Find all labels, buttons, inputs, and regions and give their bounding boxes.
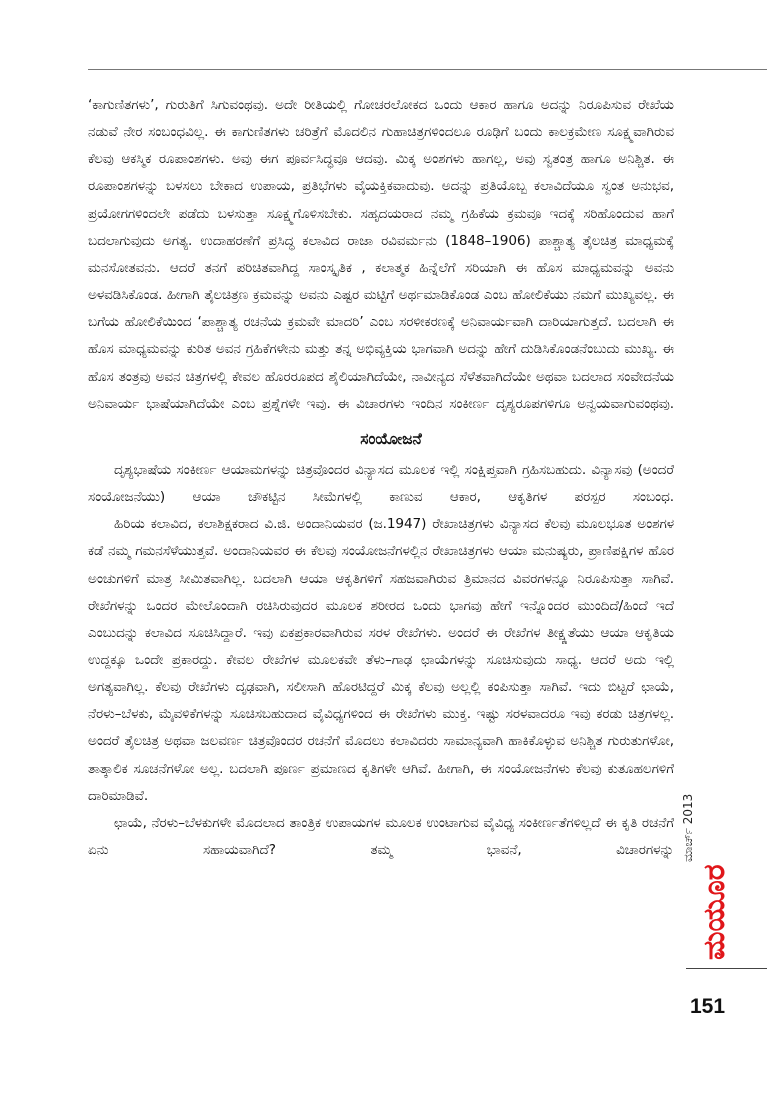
footer-rule bbox=[686, 968, 767, 969]
paragraph-composition-1: ದೃಶ್ಯಭಾಷೆಯ ಸಂಕೀರ್ಣ ಆಯಾಮಗಳನ್ನು ಚಿತ್ರವೊಂದರ ವಿನ್ಯಾಸದ ಮೂಲಕ ಇಲ್ಲಿ ಸಂಕ್ಷಿಪ್ತವಾಗಿ ಗ್ರಹಿಸಬಹುದು. ವಿನ್ಯಾಸವು (ಅಂದರೆ ಸಂಯೋಜನೆಯು) ಆಯಾ ಚೌಕಟ್ಟಿನ ಸೀಮೆಗಳಲ್ಲಿ ಕಾಣುವ ಆಕಾರ, ಆಕೃತಿಗಳ ಪರಸ್ಪರ ಸಂಬಂಧ. bbox=[88, 461, 674, 506]
magazine-logo: ಮಯೂರ bbox=[697, 864, 732, 960]
section-heading: ಸಂಯೋಜನೆ bbox=[360, 429, 422, 448]
article-body bbox=[88, 92, 674, 864]
paragraph-intro: ‘ಕಾಗುಣಿತಗಳು’, ಗುರುತಿಗೆ ಸಿಗುವಂಥವು. ಅದೇ ರೀತಿಯಲ್ಲಿ ಗೋಚರಲೋಕದ ಒಂದು ಆಕಾರ ಹಾಗೂ ಅದನ್ನು ನಿರೂಪಿಸುವ ರೇಖೆಯ ನಡುವೆ ನೇರ ಸಂಬಂಧವಿಲ್ಲ. ಈ ಕಾಗುಣಿತಗಳು ಚರಿತ್ರೆಗೆ ಮೊದಲಿನ ಗುಹಾಚಿತ್ರಗಳಿಂದಲೂ ರೂಢಿಗೆ ಬಂದು ಕಾಲಕ್ರಮೇಣ ಸೂಕ್ಷ್ಮವಾಗಿರುವ ಕೆಲವು ಆಕಸ್ಮಿಕ ರೂಪಾಂಶಗಳು. ಅವು ಈಗ ಪೂರ್ವಸಿದ್ಧವೂ ಆದವು. ಮಿಕ್ಕ ಅಂಶಗಳು ಹಾಗಲ್ಲ, ಅವು ಸ್ವತಂತ್ರ ಹಾಗೂ ಅನಿಶ್ಚಿತ. ಈ ರೂಪಾಂಶಗಳನ್ನು ಬಳಸಲು ಬೇಕಾದ ಉಪಾಯ, ಪ್ರತಿಭೆಗಳು ವೈಯಕ್ತಿಕವಾದುವು. ಅದನ್ನು ಪ್ರತಿಯೊಬ್ಬ ಕಲಾವಿದೆಯೂ ಸ್ವಂತ ಅನುಭವ, ಪ್ರಯೋಗಗಳಿಂದಲೇ ಪಡೆದು ಬಳಸುತ್ತಾ ಸೂಕ್ಷ್ಮಗೊಳಿಸಬೇಕು. ಸಹೃದಯರಾದ ನಮ್ಮ ಗ್ರಹಿಕೆಯ ಕ್ರಮವೂ ಇದಕ್ಕೆ ಸರಿಹೊಂದುವ ಹಾಗೆ ಬದಲಾಗುವುದು ಅಗತ್ಯ. ಉದಾಹರಣೆಗೆ ಪ್ರಸಿದ್ಧ ಕಲಾವಿದ ರಾಜಾ ರವಿವರ್ಮನು (1848–1906) ಪಾಶ್ಚಾತ್ಯ ತೈಲಚಿತ್ರ ಮಾಧ್ಯಮಕ್ಕೆ ಮನಸೋತವನು. ಆದರೆ ತನಗೆ ಪರಿಚಿತವಾಗಿದ್ದ ಸಾಂಸ್ಕೃತಿಕ , ಕಲಾತ್ಮಕ ಹಿನ್ನೆಲೆಗೆ ಸರಿಯಾಗಿ ಈ ಹೊಸ ಮಾಧ್ಯಮವನ್ನು ಅವನು ಅಳವಡಿಸಿಕೊಂಡ. ಹೀಗಾಗಿ ತೈಲಚಿತ್ರಣ ಕ್ರಮವನ್ನು ಅವನು ಎಷ್ಟರ ಮಟ್ಟಿಗೆ ಅರ್ಥಮಾಡಿಕೊಂಡ ಎಂಬ ಹೋಲಿಕೆಯು ನಮಗೆ ಮುಖ್ಯವಲ್ಲ. ಈ ಬಗೆಯ ಹೋಲಿಕೆಯಿಂದ ‘ಪಾಶ್ಚಾತ್ಯ ರಚನೆಯ ಕ್ರಮವೇ ಮಾದರಿ’ ಎಂಬ ಸರಳೀಕರಣಕ್ಕೆ ಅನಿವಾರ್ಯವಾಗಿ ದಾರಿಯಾಗುತ್ತದೆ. ಬದಲಾಗಿ ಈ ಹೊಸ ಮಾಧ್ಯಮವನ್ನು ಕುರಿತ ಅವನ ಗ್ರಹಿಕೆಗಳೇನು ಮತ್ತು ತನ್ನ ಅಭಿವ್ಯಕ್ತಿಯ ಭಾಗವಾಗಿ ಅದನ್ನು ಹೇಗೆ ದುಡಿಸಿಕೊಂಡನೆಂಬುದು ಮುಖ್ಯ. ಈ ಹೊಸ ತಂತ್ರವು ಅವನ ಚಿತ್ರಗಳಲ್ಲಿ ಕೇವಲ ಹೊರರೂಪದ ಶೈಲಿಯಾಗಿದೆಯೇ, ನಾವೀನ್ಯದ ಸೆಳೆತವಾಗಿದೆಯೇ ಅಥವಾ ಬದಲಾದ ಸಂವೇದನೆಯ ಅನಿವಾರ್ಯ ಭಾಷೆಯಾಗಿದೆಯೇ ಎಂಬ ಪ್ರಶ್ನೆಗಳೇ ಇವು. ಈ ವಿಚಾರಗಳು ಇಂದಿನ ಸಂಕೀರ್ಣ ದೃಶ್ಯರೂಪಗಳಿಗೂ ಅನ್ವಯವಾಗುವಂಥವು. bbox=[88, 97, 674, 412]
paragraph-composition-3: ಛಾಯೆ, ನೆರಳು–ಬೆಳಕುಗಳೇ ಮೊದಲಾದ ತಾಂತ್ರಿಕ ಉಪಾಯಗಳ ಮೂಲಕ ಉಂಟಾಗುವ ವೈವಿಧ್ಯ ಸಂಕೀರ್ಣತೆಗಳಿಲ್ಲದೆ ಈ ಕೃತಿ ರಚನೆಗೆ ಏನು ಸಹಾಯವಾಗಿದೆ? ತಮ್ಮ ಭಾವನೆ, ವಿಚಾರಗಳನ್ನು bbox=[88, 814, 674, 859]
paragraph-composition-2: ಹಿರಿಯ ಕಲಾವಿದ, ಕಲಾಶಿಕ್ಷಕರಾದ ವಿ.ಜಿ. ಅಂದಾನಿಯವರ (ಜ.1947) ರೇಖಾಚಿತ್ರಗಳು ವಿನ್ಯಾಸದ ಕೆಲವು ಮೂಲಭೂತ ಅಂಶಗಳ ಕಡೆ ನಮ್ಮ ಗಮನಸೆಳೆಯುತ್ತವೆ. ಅಂದಾನಿಯವರ ಈ ಕೆಲವು ಸಂಯೋಜನೆಗಳಲ್ಲಿನ ರೇಖಾಚಿತ್ರಗಳು ಆಯಾ ಮನುಷ್ಯರು, ಪ್ರಾಣಿಪಕ್ಷಿಗಳ ಹೊರ ಅಂಚುಗಳಿಗೆ ಮಾತ್ರ ಸೀಮಿತವಾಗಿಲ್ಲ. ಬದಲಾಗಿ ಆಯಾ ಆಕೃತಿಗಳಿಗೆ ಸಹಜವಾಗಿರುವ ತ್ರಿಮಾನದ ವಿವರಗಳನ್ನೂ ನಿರೂಪಿಸುತ್ತಾ ಸಾಗಿವೆ. ರೇಖೆಗಳನ್ನು ಒಂದರ ಮೇಲೊಂದಾಗಿ ರಚಿಸಿರುವುದರ ಮೂಲಕ ಶರೀರದ ಒಂದು ಭಾಗವು ಹೇಗೆ ಇನ್ನೊಂದರ ಮುಂದಿದೆ/ಹಿಂದೆ ಇದೆ ಎಂಬುದನ್ನು ಕಲಾವಿದ ಸೂಚಿಸಿದ್ದಾರೆ. ಇವು ಏಕಪ್ರಕಾರವಾಗಿರುವ ಸರಳ ರೇಖೆಗಳು. ಅಂದರೆ ಈ ರೇಖೆಗಳ ತೀಕ್ಷ್ಣತೆಯು ಆಯಾ ಆಕೃತಿಯ ಉದ್ದಕ್ಕೂ ಒಂದೇ ಪ್ರಕಾರದ್ದು. ಕೇವಲ ರೇಖೆಗಳ ಮೂಲಕವೇ ತೆಳು–ಗಾಢ ಛಾಯೆಗಳನ್ನು ಸೂಚಿಸುವುದು ಸಾಧ್ಯ. ಆದರೆ ಅದು ಇಲ್ಲಿ ಅಗತ್ಯವಾಗಿಲ್ಲ. ಕೆಲವು ರೇಖೆಗಳು ದೃಢವಾಗಿ, ಸಲೀಸಾಗಿ ಹೊರಟಿದ್ದರೆ ಮಿಕ್ಕ ಕೆಲವು ಅಲ್ಲಲ್ಲಿ ಕಂಪಿಸುತ್ತಾ ಸಾಗಿವೆ. ಇದು ಬಿಟ್ಟರೆ ಛಾಯೆ, ನೆರಳು–ಬೆಳಕು, ಮೈವಳಿಕೆಗಳನ್ನು ಸೂಚಿಸಬಹುದಾದ ವೈವಿಧ್ಯಗಳಿಂದ ಈ ರೇಖೆಗಳು ಮುಕ್ತ. ಇಷ್ಟು ಸರಳವಾದರೂ ಇವು ಕರಡು ಚಿತ್ರಗಳಲ್ಲ. ಅಂದರೆ ತೈಲಚಿತ್ರ ಅಥವಾ ಜಲವರ್ಣ ಚಿತ್ರವೊಂದರ ರಚನೆಗೆ ಮೊದಲು ಕಲಾವಿದರು ಸಾಮಾನ್ಯವಾಗಿ ಹಾಕಿಕೊಳ್ಳುವ ಅನಿಶ್ಚಿತ ಗುರುತುಗಳೋ, ತಾತ್ಕಾಲಿಕ ಸೂಚನೆಗಳೋ ಅಲ್ಲ. ಬದಲಾಗಿ ಪೂರ್ಣ ಪ್ರಮಾಣದ ಕೃತಿಗಳೇ ಆಗಿವೆ. ಹೀಗಾಗಿ, ಈ ಸಂಯೋಜನೆಗಳು ಕೆಲವು ಕುತೂಹಲಗಳಿಗೆ ದಾರಿಮಾಡಿವೆ. bbox=[88, 516, 674, 804]
page-number: 151 bbox=[690, 995, 726, 1018]
header-rule bbox=[88, 69, 767, 70]
issue-date: ಮಾರ್ಚ್ 2013 bbox=[681, 793, 695, 863]
